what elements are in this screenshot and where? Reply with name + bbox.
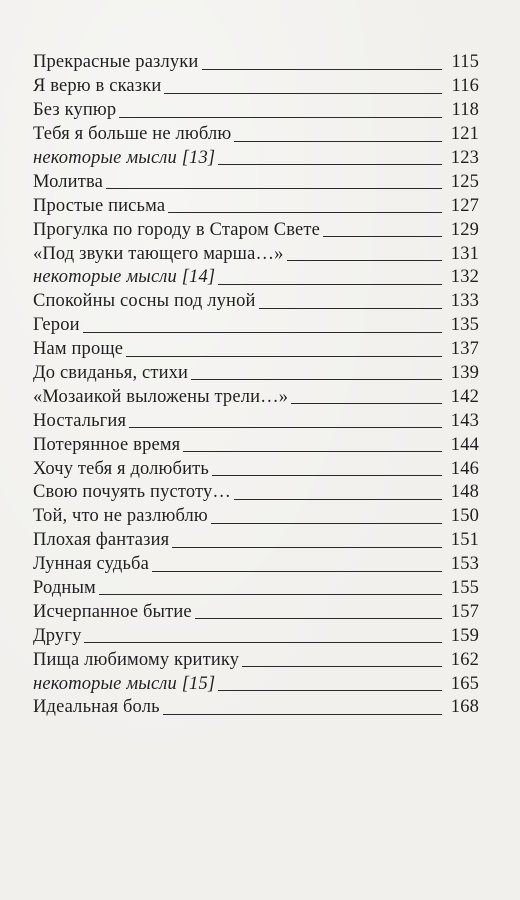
- toc-entry-page-number: 135: [450, 315, 479, 336]
- toc-entry-page-number: 137: [450, 339, 479, 360]
- toc-entry: [33, 597, 479, 621]
- toc-entry-page-number: 159: [450, 625, 479, 646]
- toc-leader-line: [259, 308, 442, 309]
- toc-entry-page-number: 143: [450, 410, 479, 431]
- toc-leader-line: [126, 356, 442, 357]
- table-of-contents: [33, 48, 479, 717]
- toc-entry-page-number: 148: [450, 482, 479, 503]
- toc-entry-page-number: 153: [450, 554, 479, 575]
- toc-entry-title: До свиданья, стихи: [33, 362, 189, 383]
- toc-leader-line: [163, 714, 442, 715]
- toc-entry-page-number: 118: [451, 100, 479, 121]
- toc-entry: [33, 478, 479, 502]
- toc-leader-line: [211, 523, 442, 524]
- toc-entry: [33, 693, 479, 717]
- toc-entry-page-number: 115: [451, 52, 479, 73]
- toc-entry: [33, 96, 479, 120]
- toc-entry-page-number: 123: [450, 147, 479, 168]
- toc-leader-line: [152, 571, 442, 572]
- toc-entry: [33, 144, 479, 168]
- toc-leader-line: [202, 69, 443, 70]
- toc-entry: [33, 215, 479, 239]
- toc-entry: [33, 72, 479, 96]
- toc-entry: [33, 574, 479, 598]
- toc-leader-line: [218, 284, 442, 285]
- toc-entry-title: некоторые мысли [15]: [33, 673, 216, 694]
- toc-entry-title: некоторые мысли [14]: [33, 267, 216, 288]
- toc-entry: [33, 526, 479, 550]
- toc-entry-page-number: 155: [450, 577, 479, 598]
- toc-entry-page-number: 129: [450, 219, 479, 240]
- toc-entry: [33, 239, 479, 263]
- toc-entry-page-number: 132: [450, 267, 479, 288]
- toc-entry-title: «Под звуки тающего марша…»: [33, 243, 284, 264]
- toc-leader-line: [106, 188, 442, 189]
- toc-entry-page-number: 168: [450, 697, 479, 718]
- toc-entry-title: Потерянное время: [33, 434, 181, 455]
- toc-leader-line: [291, 403, 442, 404]
- toc-entry-title: Спокойны сосны под луной: [33, 291, 256, 312]
- toc-entry-title: Свою почуять пустоту…: [33, 482, 232, 503]
- toc-leader-line: [234, 141, 442, 142]
- toc-entry: [33, 550, 479, 574]
- toc-entry-title: Прогулка по городу в Старом Свете: [33, 219, 320, 240]
- toc-entry-page-number: 116: [451, 76, 479, 97]
- toc-entry-page-number: 157: [450, 601, 479, 622]
- toc-entry: [33, 502, 479, 526]
- toc-entry-title: Герои: [33, 315, 80, 336]
- toc-entry-title: Той, что не разлюблю: [33, 506, 208, 527]
- toc-entry: [33, 311, 479, 335]
- toc-entry-title: Пища любимому критику: [33, 649, 240, 670]
- toc-entry: [33, 430, 479, 454]
- toc-leader-line: [212, 475, 442, 476]
- toc-entry: [33, 263, 479, 287]
- toc-entry-title: «Мозаикой выложены трели…»: [33, 386, 289, 407]
- toc-entry-title: Идеальная боль: [33, 697, 160, 718]
- toc-leader-line: [323, 236, 442, 237]
- toc-entry: [33, 454, 479, 478]
- toc-leader-line: [119, 117, 442, 118]
- toc-entry-page-number: 162: [450, 649, 479, 670]
- toc-entry-title: Нам проще: [33, 339, 124, 360]
- toc-entry: [33, 382, 479, 406]
- toc-entry-title: Прекрасные разлуки: [33, 52, 199, 73]
- toc-entry-title: Без купюр: [33, 100, 117, 121]
- toc-leader-line: [129, 427, 442, 428]
- toc-entry-title: Другу: [33, 625, 82, 646]
- toc-entry: [33, 48, 479, 72]
- toc-entry-title: Исчерпанное бытие: [33, 601, 192, 622]
- toc-entry-title: Родным: [33, 577, 96, 598]
- toc-entry-page-number: 144: [450, 434, 479, 455]
- toc-leader-line: [164, 93, 442, 94]
- toc-entry-title: Хочу тебя я долюбить: [33, 458, 209, 479]
- toc-leader-line: [99, 594, 442, 595]
- toc-leader-line: [234, 499, 442, 500]
- toc-entry-title: Плохая фантазия: [33, 530, 170, 551]
- toc-entry-page-number: 150: [450, 506, 479, 527]
- toc-entry-title: некоторые мысли [13]: [33, 147, 216, 168]
- toc-entry-title: Тебя я больше не люблю: [33, 124, 232, 145]
- toc-entry-page-number: 121: [450, 124, 479, 145]
- toc-leader-line: [287, 260, 443, 261]
- toc-entry-title: Молитва: [33, 171, 103, 192]
- toc-leader-line: [218, 690, 442, 691]
- toc-entry: [33, 191, 479, 215]
- toc-entry-page-number: 125: [450, 171, 479, 192]
- toc-entry-page-number: 127: [450, 195, 479, 216]
- toc-entry: [33, 669, 479, 693]
- toc-entry: [33, 359, 479, 383]
- toc-leader-line: [242, 666, 442, 667]
- toc-entry: [33, 406, 479, 430]
- toc-entry: [33, 645, 479, 669]
- toc-entry-page-number: 165: [450, 673, 479, 694]
- toc-entry-page-number: 142: [450, 386, 479, 407]
- toc-leader-line: [84, 642, 442, 643]
- toc-entry-page-number: 133: [450, 291, 479, 312]
- toc-entry-page-number: 146: [450, 458, 479, 479]
- toc-leader-line: [191, 379, 442, 380]
- toc-entry: [33, 120, 479, 144]
- toc-entry-title: Лунная судьба: [33, 554, 149, 575]
- toc-entry-title: Ностальгия: [33, 410, 127, 431]
- toc-entry: [33, 621, 479, 645]
- toc-entry: [33, 167, 479, 191]
- toc-leader-line: [183, 451, 442, 452]
- toc-leader-line: [83, 332, 442, 333]
- toc-leader-line: [195, 618, 442, 619]
- toc-entry-page-number: 139: [450, 362, 479, 383]
- toc-entry: [33, 335, 479, 359]
- toc-leader-line: [172, 547, 442, 548]
- toc-leader-line: [218, 164, 442, 165]
- toc-entry-page-number: 131: [450, 243, 479, 264]
- toc-entry-page-number: 151: [450, 530, 479, 551]
- toc-leader-line: [168, 212, 442, 213]
- toc-entry-title: Простые письма: [33, 195, 166, 216]
- toc-entry: [33, 287, 479, 311]
- toc-entry-title: Я верю в сказки: [33, 76, 162, 97]
